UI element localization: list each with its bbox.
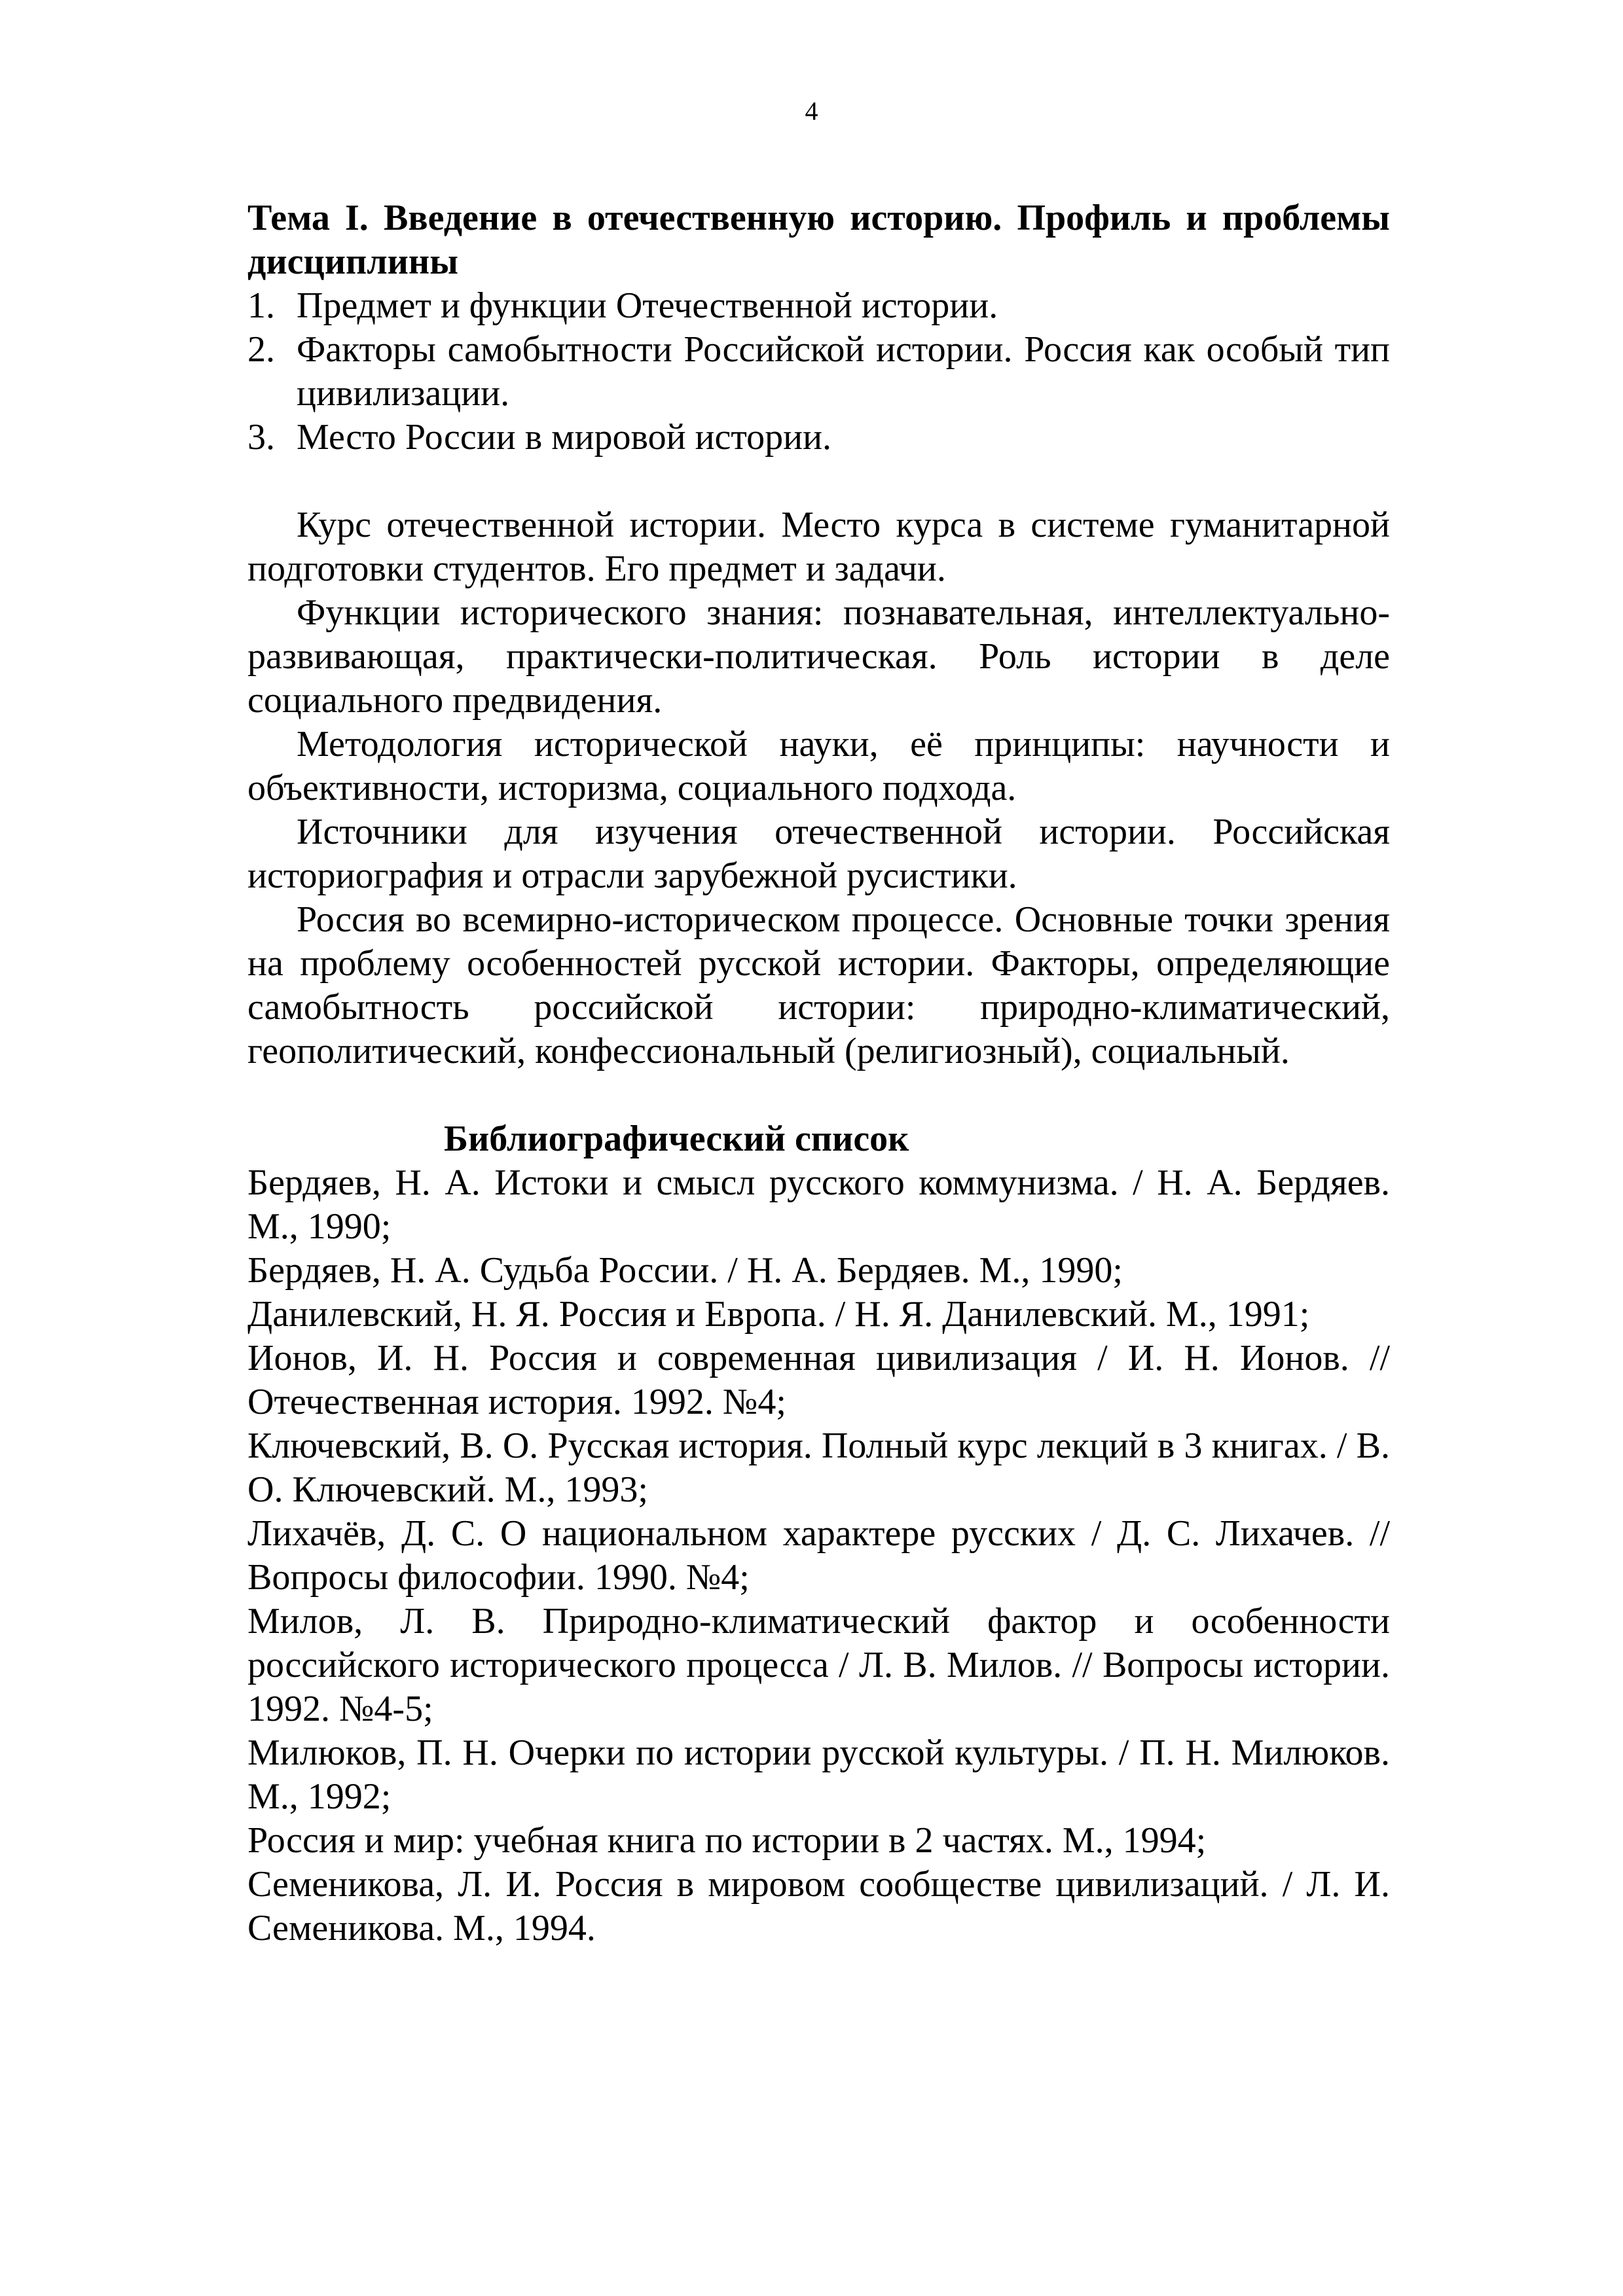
question-number: 2. bbox=[247, 329, 275, 370]
topic-questions-list bbox=[247, 284, 1390, 459]
topic-title: Тема I. Введение в отечественную историю. Профиль и проблемы дисциплины bbox=[247, 198, 1390, 282]
paragraph: Курс отечественной истории. Место курса в системе гуманитарной подготовки студентов. Его предмет и задачи. bbox=[247, 505, 1390, 589]
list-item bbox=[247, 328, 1390, 416]
bibliography-entry: Бердяев, Н. А. Судьба России. / Н. А. Бердяев. М., 1990; bbox=[247, 1250, 1123, 1291]
paragraph: Россия во всемирно-историческом процессе. Основные точки зрения на проблему особенностей русской истории. Факторы, определяющие самобытность российской истории: природно-климатический, геополитический, конфессиональный (религиозный), социальный. bbox=[247, 899, 1390, 1071]
bibliography-heading: Библиографический список bbox=[444, 1119, 909, 1159]
paragraph: Функции исторического знания: познавательная, интеллектуально-развивающая, практически-политическая. Роль истории в деле социального предвидения. bbox=[247, 592, 1390, 721]
bibliography-entry: Милюков, П. Н. Очерки по истории русской культуры. / П. Н. Милюков. М., 1992; bbox=[247, 1732, 1390, 1817]
bibliography-list bbox=[247, 1161, 1390, 1950]
bibliography-entry: Милов, Л. В. Природно-климатический фактор и особенности российского исторического процесса / Л. В. Милов. // Вопросы истории. 1992. №4-5; bbox=[247, 1601, 1390, 1729]
bibliography-entry: Ключевский, В. О. Русская история. Полный курс лекций в 3 книгах. / В. О. Ключевский. М., 1993; bbox=[247, 1426, 1390, 1510]
list-item bbox=[247, 284, 1390, 328]
question-number: 3. bbox=[247, 417, 275, 457]
bibliography-entry: Семеникова, Л. И. Россия в мировом сообществе цивилизаций. / Л. И. Семеникова. М., 1994. bbox=[247, 1864, 1390, 1948]
bibliography-entry: Лихачёв, Д. С. О национальном характере русских / Д. С. Лихачев. // Вопросы философии. 1990. №4; bbox=[247, 1513, 1390, 1598]
question-text: Предмет и функции Отечественной истории. bbox=[297, 285, 998, 326]
question-text: Место России в мировой истории. bbox=[297, 417, 832, 457]
body-text bbox=[247, 503, 1390, 1073]
question-number: 1. bbox=[247, 285, 275, 326]
paragraph: Методология исторической науки, её принципы: научности и объективности, историзма, социального подхода. bbox=[247, 724, 1390, 808]
bibliography-entry: Бердяев, Н. А. Истоки и смысл русского коммунизма. / Н. А. Бердяев. М., 1990; bbox=[247, 1162, 1390, 1247]
bibliography-entry: Данилевский, Н. Я. Россия и Европа. / Н. Я. Данилевский. М., 1991; bbox=[247, 1294, 1310, 1335]
list-item bbox=[247, 416, 1390, 459]
bibliography-entry: Россия и мир: учебная книга по истории в 2 частях. М., 1994; bbox=[247, 1820, 1207, 1861]
page-content bbox=[247, 196, 1390, 1950]
question-text: Факторы самобытности Российской истории. Россия как особый тип цивилизации. bbox=[297, 329, 1390, 414]
paragraph: Источники для изучения отечественной истории. Российская историография и отрасли зарубежной русистики. bbox=[247, 812, 1390, 896]
page-number: 4 bbox=[805, 96, 818, 126]
bibliography-entry: Ионов, И. Н. Россия и современная цивилизация / И. Н. Ионов. // Отечественная история. 1992. №4; bbox=[247, 1338, 1390, 1422]
